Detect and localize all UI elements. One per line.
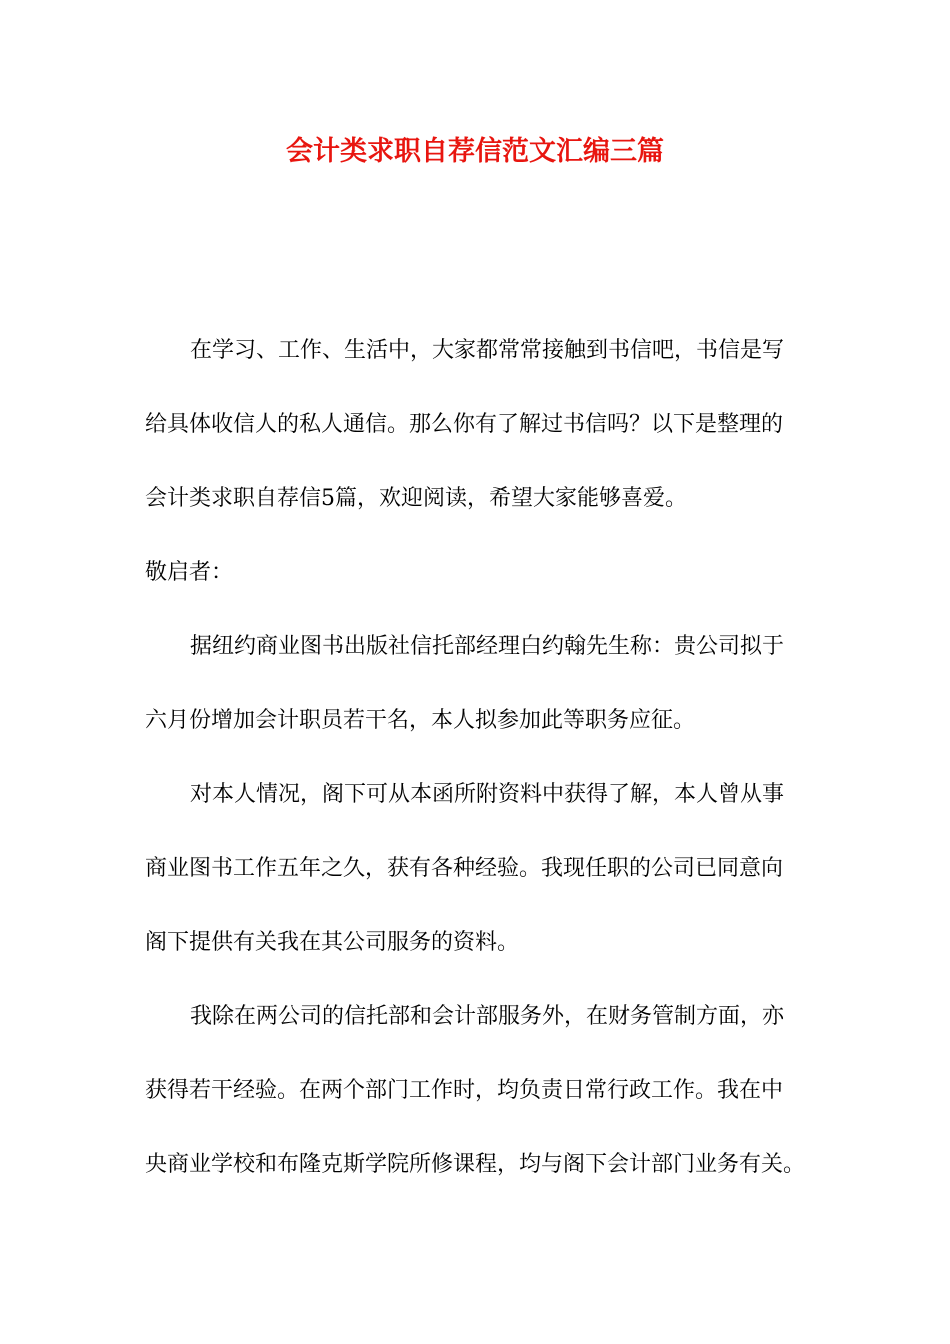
paragraph-line: 商业图书工作五年之久，获有各种经验。我现任职的公司已同意向 <box>145 856 784 881</box>
paragraph-line: 阁下提供有关我在其公司服务的资料。 <box>145 930 520 955</box>
document-body <box>145 314 807 1202</box>
paragraph-line: 会计类求职自荐信5篇，欢迎阅读，希望大家能够喜爱。 <box>145 486 687 511</box>
paragraph-line: 给具体收信人的私人通信。那么你有了解过书信吗？以下是整理的 <box>145 412 784 437</box>
document-title: 会计类求职自荐信范文汇编三篇 <box>286 136 664 167</box>
paragraph-line: 我除在两公司的信托部和会计部服务外，在财务管制方面，亦 <box>190 1004 785 1029</box>
salutation: 敬启者： <box>145 560 234 585</box>
paragraph-line: 央商业学校和布隆克斯学院所修课程，均与阁下会计部门业务有关。 <box>145 1152 806 1177</box>
paragraph-line: 对本人情况，阁下可从本函所附资料中获得了解，本人曾从事 <box>190 782 785 807</box>
paragraph-line: 据纽约商业图书出版社信托部经理白约翰先生称：贵公司拟于 <box>190 634 785 659</box>
paragraph-line: 在学习、工作、生活中，大家都常常接触到书信吧，书信是写 <box>190 338 785 363</box>
paragraph-line: 六月份增加会计职员若干名，本人拟参加此等职务应征。 <box>145 708 696 733</box>
paragraph-line: 获得若干经验。在两个部门工作时，均负责日常行政工作。我在中 <box>145 1078 784 1103</box>
